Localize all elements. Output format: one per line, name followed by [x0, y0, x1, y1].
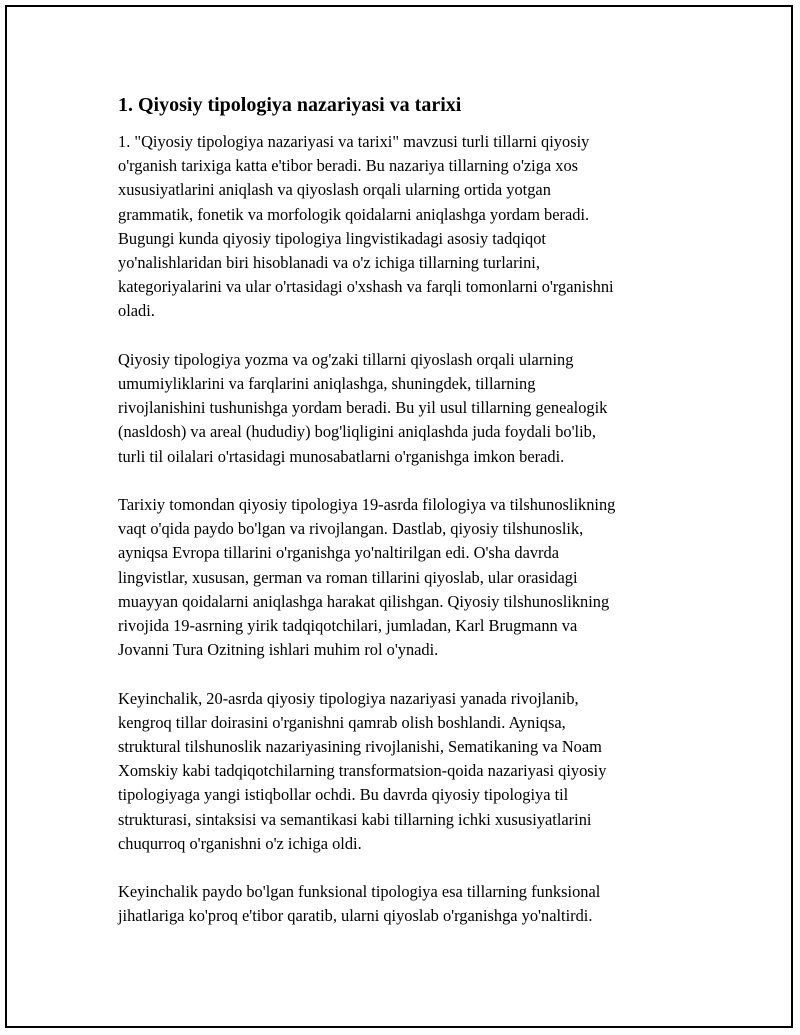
text-line: Keyinchalik, 20-asrda qiyosiy tipologiya nazariyasi yanada rivojlanib,	[118, 688, 579, 708]
paragraph-4	[118, 687, 688, 856]
text-line: rivojlanishini tushunishga yordam beradi. Bu yil usul tillarning genealogik	[118, 398, 608, 418]
text-line: kengroq tillar doirasini o'rganishni qamrab olish boshlandi. Ayniqsa,	[118, 712, 566, 732]
text-line: strukturasi, sintaksisi va semantikasi kabi tillarning ichki xususiyatlarini	[118, 809, 592, 829]
text-line: grammatik, fonetik va morfologik qoidalarni aniqlashga yordam beradi.	[118, 204, 590, 224]
text-line: Bugungi kunda qiyosiy tipologiya lingvistikadagi asosiy tadqiqot	[118, 228, 546, 248]
text-line: vaqt o'qida paydo bo'lgan va rivojlangan. Dastlab, qiyosiy tilshunoslik,	[118, 519, 584, 539]
text-line: 1. "Qiyosiy tipologiya nazariyasi va tarixi" mavzusi turli tillarni qiyosiy	[118, 132, 590, 151]
text-line: o'rganish tarixiga katta e'tibor beradi. Bu nazariya tillarning o'ziga xos	[118, 156, 579, 176]
paragraph-1	[118, 130, 688, 324]
text-line: (nasldosh) va areal (hududiy) bog'liqligini aniqlashda juda foydali bo'lib,	[118, 422, 596, 442]
text-line: Qiyosiy tipologiya yozma va og'zaki tillarni qiyoslash orqali ularning	[118, 349, 574, 369]
paragraph-3	[118, 493, 688, 662]
text-line: muayyan qoidalarni aniqlashga harakat qilishgan. Qiyosiy tilshunoslikning	[118, 591, 610, 611]
text-line: Jovanni Tura Ozitning ishlari muhim rol o'ynadi.	[118, 640, 439, 660]
text-line: xususiyatlarini aniqlash va qiyoslash orqali ularning ortida yotgan	[118, 180, 551, 200]
text-line: chuqurroq o'rganishni o'z ichiga oldi.	[118, 833, 362, 853]
text-line: Xomskiy kabi tadqiqotchilarning transformatsion-qoida nazariyasi qiyosiy	[118, 761, 607, 781]
document-body	[118, 92, 688, 953]
text-line: tipologiyaga yangi istiqbollar ochdi. Bu davrda qiyosiy tipologiya til	[118, 785, 569, 805]
text-line: turli til oilalari o'rtasidagi munosabatlarni o'rganishga imkon beradi.	[118, 446, 565, 466]
paragraph-2	[118, 348, 688, 469]
text-line: rivojida 19-asrning yirik tadqiqotchilari, jumladan, Karl Brugmann va	[118, 616, 578, 636]
text-line: kategoriyalarini va ular o'rtasidagi o'xshash va farqli tomonlarni o'rganishni	[118, 277, 614, 297]
document-title: 1. Qiyosiy tipologiya nazariyasi va tarixi	[118, 94, 462, 116]
paragraph-5	[118, 880, 688, 928]
text-line: Tarixiy tomondan qiyosiy tipologiya 19-asrda filologiya va tilshunoslikning	[118, 495, 616, 515]
text-line: oladi.	[118, 301, 155, 321]
text-line: Keyinchalik paydo bo'lgan funksional tipologiya esa tillarning funksional	[118, 882, 601, 902]
text-line: umumiyliklarini va farqlarini aniqlashga, shuningdek, tillarning	[118, 374, 536, 394]
text-line: lingvistlar, xususan, german va roman tillarini qiyoslab, ular orasidagi	[118, 567, 578, 587]
text-line: jihatlariga ko'proq e'tibor qaratib, ularni qiyoslab o'rganishga yo'naltirdi.	[118, 906, 593, 926]
text-line: yo'nalishlaridan biri hisoblanadi va o'z ichiga tillarning turlarini,	[118, 253, 540, 273]
text-line: ayniqsa Evropa tillarini o'rganishga yo'naltirilgan edi. O'sha davrda	[118, 543, 559, 563]
text-line: struktural tilshunoslik nazariyasining rivojlanishi, Sematikaning va Noam	[118, 737, 602, 757]
